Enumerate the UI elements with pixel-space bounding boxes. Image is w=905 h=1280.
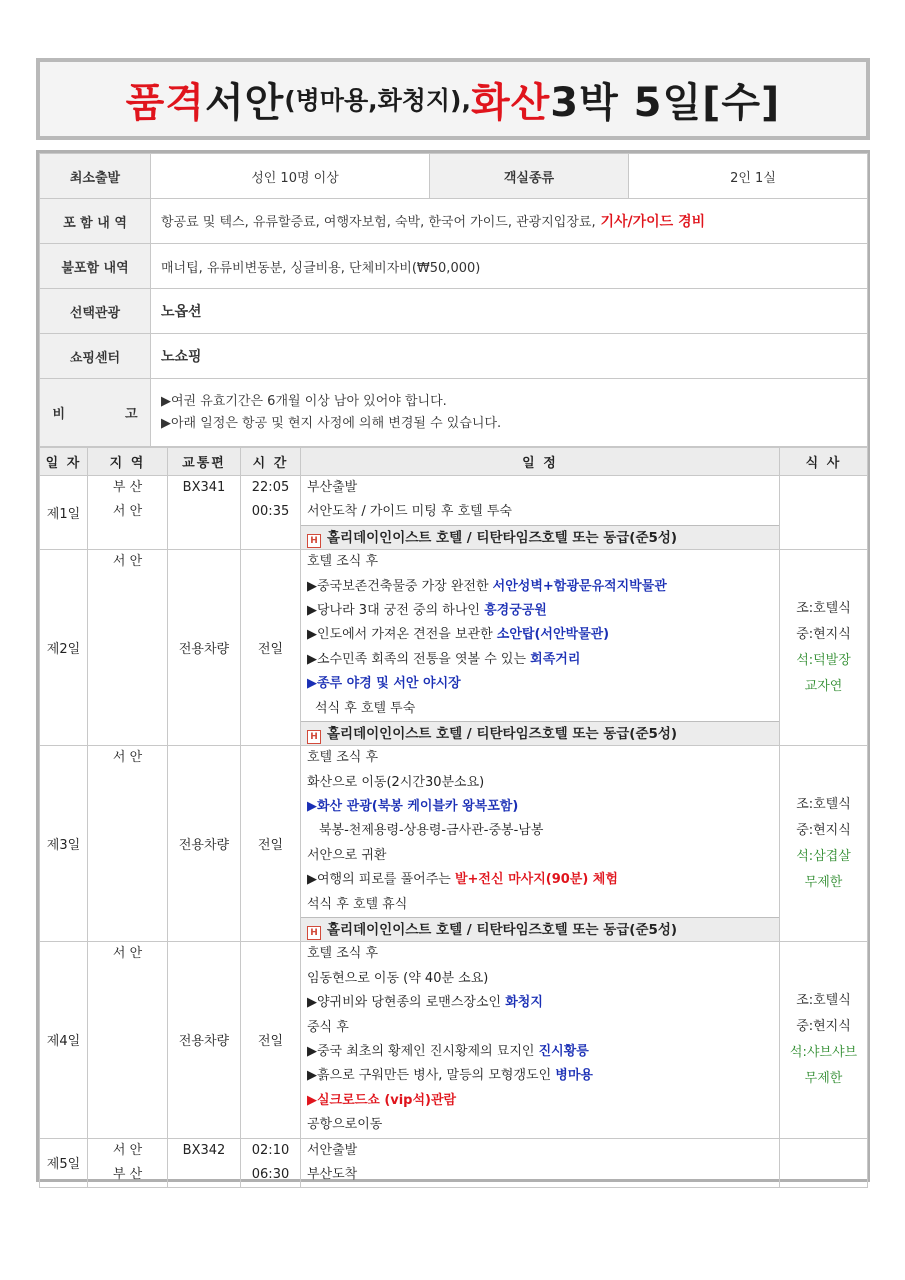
meal-lunch: 중:현지식	[796, 1018, 851, 1034]
day-region	[88, 476, 168, 550]
day-label: 제5일	[40, 1138, 88, 1188]
shopping-label: 쇼핑센터	[40, 334, 151, 379]
remarks-label	[40, 379, 151, 447]
attraction-name: 회족거리	[530, 651, 581, 667]
hotel-line	[301, 917, 779, 941]
flight-number: BX341	[182, 480, 226, 495]
includes-label: 포 함 내 역	[40, 199, 151, 244]
itinerary-line	[301, 599, 779, 623]
remarks-label-2: 고	[125, 407, 138, 422]
itinerary-line: ▶종루 야경 및 서안 야시장	[307, 676, 461, 692]
itinerary-text: ▶중국 최초의 황제인 진시황제의 묘지인	[307, 1043, 539, 1059]
itinerary-line	[301, 623, 779, 647]
region-name: 서 안	[112, 554, 143, 570]
day-region	[88, 1138, 168, 1188]
room-type-label: 객실종류	[430, 154, 629, 199]
hotel-icon: H	[307, 730, 321, 744]
optional-tour-value: 노옵션	[151, 289, 868, 334]
schedule-row-day3	[40, 746, 868, 942]
header-day: 일 자	[40, 448, 88, 476]
itinerary-text: ▶소수민족 회족의 전통을 엿볼 수 있는	[307, 651, 531, 667]
header-time: 시 간	[241, 448, 301, 476]
meal-dinner: 석:덕발장	[796, 652, 851, 668]
meal-lunch: 중:현지식	[796, 822, 851, 838]
info-row-remarks	[40, 379, 868, 447]
meal-dinner-detail: 무제한	[804, 1070, 843, 1086]
day-meals	[780, 550, 868, 746]
itinerary-text: ▶중국보존건축물중 가장 완전한	[307, 578, 493, 594]
title-part-xian: 서안	[204, 79, 285, 126]
itinerary-line: 부산도착	[307, 1166, 358, 1182]
attraction-name: 흥경궁공원	[484, 602, 547, 618]
itinerary-line: 부산출발	[307, 480, 358, 495]
hotel-line	[301, 721, 779, 745]
min-departure-label: 최소출발	[40, 154, 151, 199]
region-origin: 부 산	[112, 480, 143, 495]
info-row-excludes	[40, 244, 868, 289]
day-time: 전일	[241, 550, 301, 746]
schedule-row-day1	[40, 476, 868, 550]
itinerary-text: ▶여행의 피로를 풀어주는	[307, 872, 455, 888]
hotel-text: 홀리데이인이스트 호텔 / 티탄타임즈호텔 또는 동급(준5성)	[327, 529, 678, 546]
itinerary-line	[301, 648, 779, 672]
header-itinerary: 일 정	[301, 448, 780, 476]
title-part-premium: 품격	[125, 79, 205, 126]
header-meals: 식 사	[780, 448, 868, 476]
schedule-row-day4	[40, 942, 868, 1138]
day-itinerary	[301, 550, 780, 746]
arrival-time: 00:35	[251, 504, 290, 520]
attraction-name: 진시황릉	[538, 1043, 589, 1059]
includes-text: 항공료 및 텍스, 유류할증료, 여행자보험, 숙박, 한국어 가이드, 관광지입장료,	[161, 215, 596, 230]
departure-time: 02:10	[251, 1142, 290, 1158]
shopping-value: 노쇼핑	[151, 334, 868, 379]
departure-time: 22:05	[251, 480, 290, 495]
remark-item: ▶아래 일정은 항공 및 현지 사정에 의해 변경될 수 있습니다.	[161, 415, 502, 431]
meal-dinner: 석:샤브샤브	[789, 1044, 858, 1060]
header-region: 지 역	[88, 448, 168, 476]
excludes-label: 불포함 내역	[40, 244, 151, 289]
title-part-duration: 3박 5일[수]	[550, 79, 781, 126]
region-origin: 서 안	[112, 1142, 143, 1158]
meal-dinner: 석:삼겹살	[796, 848, 851, 864]
schedule-row-day2	[40, 550, 868, 746]
remarks-value	[151, 379, 868, 447]
itinerary-line: 임동현으로 이동 (약 40분 소요)	[307, 970, 489, 986]
day-label: 제3일	[40, 746, 88, 942]
room-type-value: 2인 1실	[629, 154, 868, 199]
itinerary-line: 호텔 조식 후	[307, 946, 379, 962]
itinerary-line	[301, 868, 779, 892]
day-label: 제4일	[40, 942, 88, 1138]
day-itinerary	[301, 746, 780, 942]
region-destination: 서 안	[112, 504, 143, 520]
day-itinerary	[301, 476, 780, 550]
hotel-text: 홀리데이인이스트 호텔 / 티탄타임즈호텔 또는 동급(준5성)	[327, 922, 678, 939]
itinerary-line: 서안도착 / 가이드 미팅 후 호텔 투숙	[307, 504, 512, 520]
title-part-sub: (병마용,화청지),	[284, 86, 471, 115]
itinerary-line	[301, 1040, 779, 1064]
schedule-row-day5	[40, 1138, 868, 1188]
remark-item: ▶여권 유효기간은 6개월 이상 남아 있어야 합니다.	[161, 393, 447, 409]
day-time	[241, 1138, 301, 1188]
day-meals	[780, 1138, 868, 1188]
hotel-line	[301, 525, 779, 549]
day-label: 제2일	[40, 550, 88, 746]
itinerary-text: ▶인도에서 가져온 견전을 보관한	[307, 627, 497, 643]
itinerary-line: 서안으로 귀환	[307, 847, 387, 863]
itinerary-document	[36, 150, 870, 1182]
itinerary-line: 호텔 조식 후	[307, 750, 379, 766]
day-transport: 전용차량	[168, 746, 241, 942]
page-title	[36, 58, 870, 140]
day-region	[88, 942, 168, 1138]
day-meals	[780, 942, 868, 1138]
day-itinerary	[301, 942, 780, 1138]
itinerary-line: ▶화산 관광(북봉 케이블카 왕복포함)	[307, 799, 519, 815]
day-transport	[168, 476, 241, 550]
header-transport: 교통편	[168, 448, 241, 476]
day-region	[88, 550, 168, 746]
itinerary-line: 중식 후	[307, 1019, 349, 1035]
info-row-includes	[40, 199, 868, 244]
itinerary-line: 공항으로이동	[307, 1117, 383, 1133]
attraction-name: 소안탑(서안박물관)	[496, 627, 610, 643]
meal-breakfast: 조:호텔식	[796, 600, 851, 616]
itinerary-line: 북봉-천제용령-상용령-금사관-중봉-남봉	[319, 823, 544, 839]
region-name: 서 안	[112, 750, 143, 766]
info-row-optional	[40, 289, 868, 334]
day-transport	[168, 1138, 241, 1188]
schedule-header-row	[40, 448, 868, 476]
day-time: 전일	[241, 746, 301, 942]
itinerary-text: ▶흙으로 구워만든 병사, 말등의 모형갱도인	[307, 1068, 556, 1084]
flight-number: BX342	[182, 1142, 226, 1158]
day-label: 제1일	[40, 476, 88, 550]
day-region	[88, 746, 168, 942]
itinerary-text: ▶양귀비와 당현종의 로맨스장소인	[307, 995, 506, 1011]
itinerary-line	[301, 1064, 779, 1088]
schedule-table	[39, 447, 868, 1188]
region-name: 서 안	[112, 946, 143, 962]
meal-dinner-detail: 교자연	[804, 678, 843, 694]
hotel-icon: H	[307, 534, 321, 548]
attraction-name: 병마용	[555, 1068, 593, 1084]
attraction-name: 발+전신 마사지(90분) 체험	[454, 872, 618, 888]
info-table	[39, 153, 868, 447]
day-transport: 전용차량	[168, 942, 241, 1138]
hotel-text: 홀리데이인이스트 호텔 / 티탄타임즈호텔 또는 동급(준5성)	[327, 725, 678, 742]
title-part-huashan: 화산	[470, 79, 551, 126]
itinerary-line: 화산으로 이동(2시간30분소요)	[307, 774, 485, 790]
attraction-name: 화청지	[505, 995, 543, 1011]
remarks-label-1: 비	[52, 407, 65, 422]
meal-breakfast: 조:호텔식	[796, 992, 851, 1008]
itinerary-line: 석식 후 호텔 투숙	[315, 700, 416, 716]
meal-lunch: 중:현지식	[796, 626, 851, 642]
optional-tour-label: 선택관광	[40, 289, 151, 334]
itinerary-line: 석식 후 호텔 휴식	[307, 896, 408, 912]
itinerary-line: 서안출발	[307, 1142, 358, 1158]
includes-highlight: 기사/가이드 경비	[595, 214, 706, 230]
info-row-shopping	[40, 334, 868, 379]
region-destination: 부 산	[112, 1166, 143, 1182]
meal-breakfast: 조:호텔식	[796, 796, 851, 812]
day-meals	[780, 476, 868, 550]
itinerary-line: ▶실크로드쇼 (vip석)관람	[307, 1092, 457, 1108]
attraction-name: 서안성벽+함광문유적지박물관	[492, 578, 667, 594]
day-transport: 전용차량	[168, 550, 241, 746]
meal-dinner-detail: 무제한	[804, 874, 843, 890]
day-meals	[780, 746, 868, 942]
itinerary-line: 호텔 조식 후	[307, 554, 379, 570]
day-time: 전일	[241, 942, 301, 1138]
itinerary-line	[301, 991, 779, 1015]
excludes-value: 매너팁, 유류비변동분, 싱글비용, 단체비자비(₩50,000)	[151, 244, 868, 289]
day-itinerary	[301, 1138, 780, 1188]
itinerary-text: ▶당나라 3대 궁전 중의 하나인	[307, 602, 485, 618]
arrival-time: 06:30	[251, 1166, 290, 1182]
min-departure-value: 성인 10명 이상	[151, 154, 430, 199]
day-time	[241, 476, 301, 550]
hotel-icon: H	[307, 926, 321, 940]
itinerary-line	[301, 575, 779, 599]
info-row-departure	[40, 154, 868, 199]
includes-value	[151, 199, 868, 244]
